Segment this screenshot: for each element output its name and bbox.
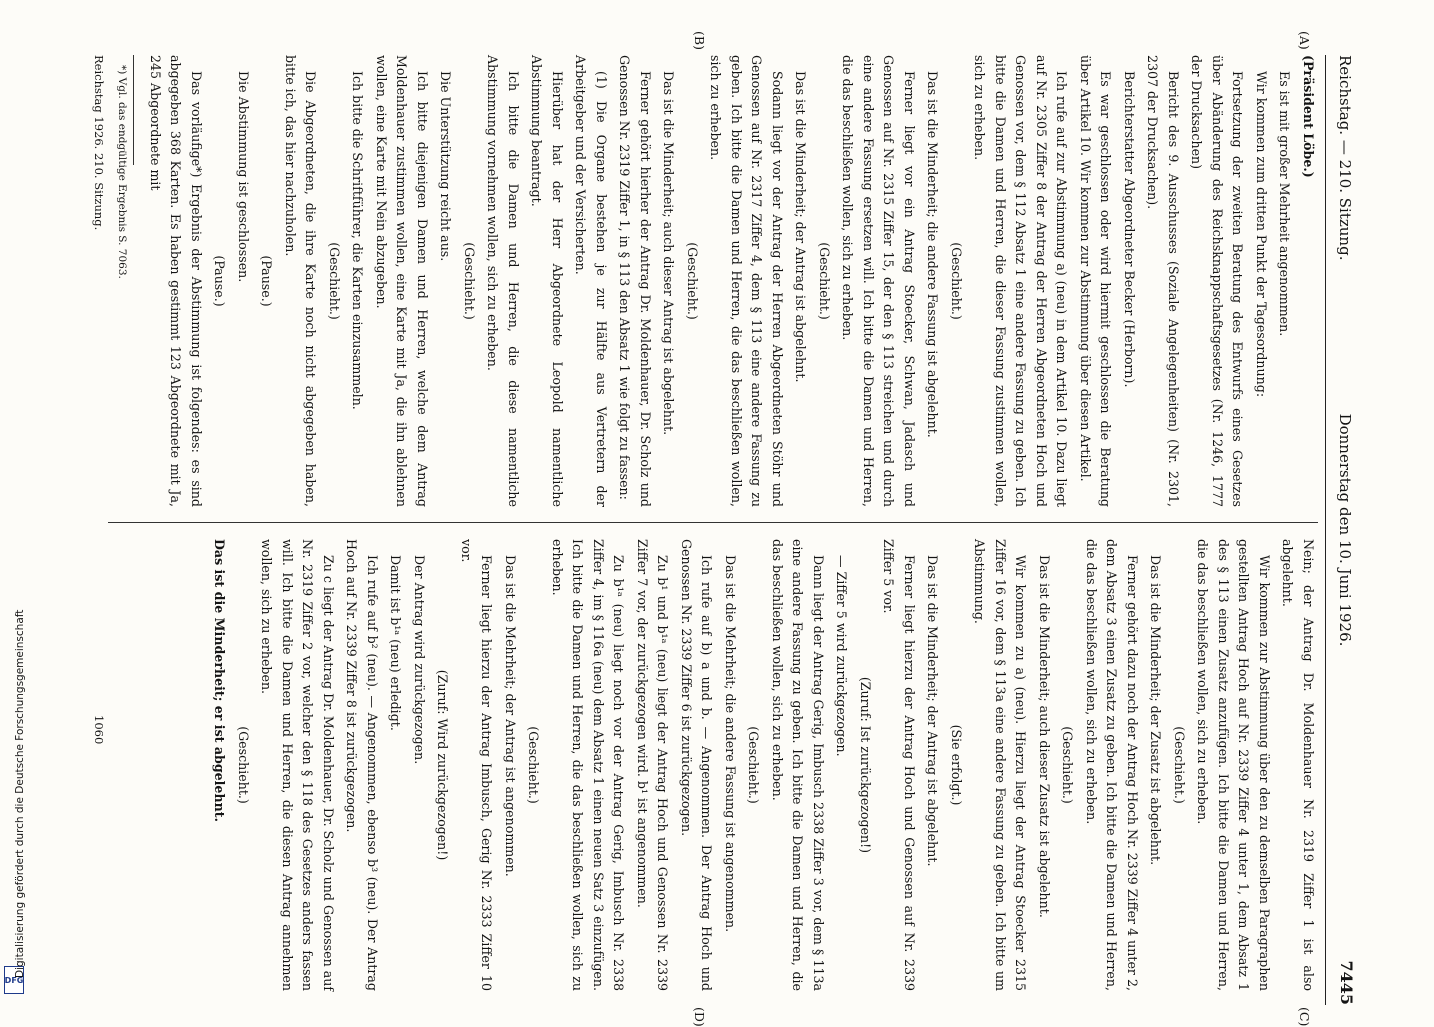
right-paragraph: Das ist die Minderheit; der Antrag ist abgelehnt. bbox=[925, 555, 941, 867]
right-paragraph: Ferner gehört dazu noch der Antrag Hoch Nr. 2339 Ziffer 4 unter 2, dem Absatz 3 einen Zusatz zu geben. Ich bitte die Damen und Herren, die das beschließen wollen, sich zu erheben. bbox=[1084, 539, 1140, 991]
left-paragraph: Bericht des 9. Ausschusses (Soziale Angelegenheiten) (Nr. 2301, 2307 der Drucksachen). bbox=[1145, 55, 1181, 507]
left-paragraph: Hierüber hat der Herr Abgeordnete Leopold namentliche Abstimmung beantragt. bbox=[529, 55, 565, 507]
left-paragraph: Es war geschlossen oder wird hiermit geschlossen die Beratung über Artikel 10. Wir kommen zur Abstimmung über diesen Artikel. bbox=[1078, 55, 1114, 507]
left-paragraph: Das vorläufige*) Ergebnis der Abstimmung ist folgendes: es sind abgegeben 368 Karten. Es haben gestimmt 123 Abgeordnete mit Ja, 245 Abgeordnete mit bbox=[148, 55, 204, 507]
page-header bbox=[1322, 55, 1362, 1005]
right-paragraph: Nein; der Antrag Dr. Moldenhauer Nr. 2319 Ziffer 1 ist also abgelehnt. bbox=[1280, 539, 1316, 991]
left-paragraph: (Geschieht.) bbox=[685, 242, 700, 320]
left-paragraph: (1) Die Organe bestehen je zur Hälfte aus Vertretern der Arbeitgeber und der Versicherten. bbox=[573, 55, 609, 507]
left-paragraph: (Pause.) bbox=[259, 255, 275, 307]
left-paragraph: Das ist die Minderheit; die andere Fassung ist abgelehnt. bbox=[925, 71, 941, 438]
column-divider bbox=[108, 522, 1318, 523]
footnote: *) Vgl. das endgültige Ergebnis S. 7063. bbox=[116, 65, 129, 279]
right-paragraph: Ferner liegt hierzu der Antrag Hoch und Genossen auf Nr. 2339 Ziffer 5 vor. bbox=[881, 539, 917, 991]
left-paragraph: Ich bitte die Damen und Herren, die diese namentliche Abstimmung vornehmen wollen, sich zu erheben. bbox=[485, 55, 521, 507]
left-paragraph: Das ist die Minderheit; der Antrag ist abgelehnt. bbox=[793, 71, 809, 383]
left-paragraph: Die Unterstützung reicht aus. bbox=[438, 71, 454, 262]
left-column bbox=[116, 55, 1319, 507]
right-paragraph: Damit ist b¹ᵃ (neu) erledigt. bbox=[388, 555, 404, 731]
right-paragraph: (Zuruf: Ist zurückgezogen!) bbox=[858, 676, 873, 854]
right-paragraph: — Ziffer 5 wird zurückgezogen. bbox=[834, 555, 850, 757]
right-paragraph: Das ist die Mehrheit; der Antrag ist angenommen. bbox=[503, 555, 518, 877]
page-number: 7445 bbox=[1337, 960, 1356, 1005]
footer-left: Reichstag 1926. 210. Sitzung. bbox=[92, 55, 106, 231]
left-paragraph: Die Abgeordneten, die ihre Karte noch nicht abgegeben haben, bitte ich, das hier nachzuholen. bbox=[283, 55, 319, 507]
dfg-logo: DFG bbox=[4, 966, 24, 994]
right-paragraph: (Geschieht.) bbox=[526, 726, 542, 804]
right-paragraph: Der Antrag wird zurückgezogen. bbox=[412, 555, 427, 765]
right-paragraph: Das ist die Minderheit; er ist abgelehnt. bbox=[212, 539, 228, 822]
left-paragraph: Berichterstatter Abgeordneter Becker (Herborn). bbox=[1122, 71, 1137, 388]
left-paragraph: Ich rufe auf zur Abstimmung a) (neu) in dem Artikel 10. Dazu liegt auf Nr. 2305 Ziffer 8 der Antrag der Herren Abgeordneten Hoch und Genossen vor, dem § 112 Absatz 1 eine andere Fassung zu geben. Ich bitte die Damen und Herren, die dieser Fassung zustimmen wollen, sich zu erheben. bbox=[972, 55, 1070, 507]
digitization-strip bbox=[0, 0, 30, 1000]
margin-mark-b: (B) bbox=[692, 31, 707, 50]
left-paragraph: Fortsetzung der zweiten Beratung des Entwurfs eines Gesetzes über Abänderung des Reichsknappschaftsgesetzes (Nr. 1246, 1777 der Drucksachen) bbox=[1189, 55, 1246, 507]
digitization-note: Digitalisierung gefördert durch die Deutsche Forschungsgemeinschaft bbox=[14, 609, 26, 978]
right-paragraph: Ich rufe auf b) a und b. — Angenommen. Der Antrag Hoch und Genossen Nr. 2339 Ziffer 6 ist zurückgezogen. bbox=[679, 539, 715, 991]
header-rule bbox=[1325, 55, 1326, 1005]
left-paragraph: Die Abstimmung ist geschlossen. bbox=[236, 71, 251, 283]
right-paragraph: Dann liegt der Antrag Gerig, Imbusch 2338 Ziffer 3 vor, dem § 113a eine andere Fassung zu geben. Ich bitte die Damen und Herren, die das beschließen wollen, sich zu erheben. bbox=[770, 539, 826, 991]
right-column bbox=[206, 539, 1318, 991]
margin-mark-d: (D) bbox=[692, 1007, 707, 1027]
left-paragraph: (Geschieht.) bbox=[327, 242, 342, 320]
left-paragraph: Ich bitte diejenigen Damen und Herren, welche dem Antrag Moldenhauer zustimmen wollen, eine Karte mit Ja, die ihn ablehnen wollen, eine Karte mit Nein abzugeben. bbox=[374, 55, 430, 507]
margin-mark-c: (C) bbox=[1297, 1007, 1312, 1027]
left-paragraph: (Geschieht.) bbox=[462, 242, 477, 320]
left-paragraph: Das ist die Minderheit; auch dieser Antrag ist abgelehnt. bbox=[661, 71, 677, 436]
right-paragraph: (Zuruf: Wird zurückgezogen!) bbox=[435, 669, 451, 861]
header-date: Donnerstag den 10. Juni 1926. bbox=[1336, 413, 1354, 647]
right-paragraph: Zu b¹ᵃ (neu) liegt noch vor der Antrag Gerig, Imbusch Nr. 2338 Ziffer 4, im § 116a (neu) dem Absatz 1 einen neuen Satz 3 einzufügen. Ich bitte die Damen und Herren, die das beschließen wollen, sich zu erheben. bbox=[550, 539, 627, 991]
left-paragraph: Wir kommen zum dritten Punkt der Tagesordnung: bbox=[1254, 71, 1269, 398]
page-footer bbox=[86, 55, 106, 1005]
right-paragraph: Wir kommen zu a) (neu). Hierzu liegt der Antrag Stoecker 2315 Ziffer 16 vor, dem § 113a eine andere Fassung zu geben. Ich bitte um Abstimmung. bbox=[972, 539, 1029, 991]
left-paragraph: (Geschieht.) bbox=[949, 242, 964, 320]
left-paragraph: Ferner liegt vor ein Antrag Stoecker, Schwan, Jadasch und Genossen auf Nr. 2315 Ziffer 15, der den § 113 streichen und durch eine andere Fassung ersetzen will. Ich bitte die Damen und Herren, die das beschließen wollen, sich zu erheben. bbox=[840, 55, 917, 507]
scanned-page bbox=[32, 31, 1362, 1027]
right-paragraph: (Geschieht.) bbox=[236, 726, 251, 804]
header-left: Reichstag. — 210. Sitzung. bbox=[1336, 55, 1354, 261]
left-paragraph: Sodann liegt vor der Antrag der Herren Abgeordneten Stöhr und Genossen auf Nr. 2317 Ziffer 4, dem § 113 eine andere Fassung zu geben. Ich bitte die Damen und Herren, die das beschließen wollen, sich zu erheben. bbox=[708, 55, 785, 507]
right-paragraph: Das ist die Minderheit; auch dieser Zusatz ist abgelehnt. bbox=[1037, 555, 1052, 918]
left-paragraph: (Geschieht.) bbox=[817, 242, 832, 320]
right-paragraph: Wir kommen zur Abstimmung über den zu demselben Paragraphen gestellten Antrag Hoch auf Nr. 2339 Ziffer 4 unter 1, dem Absatz 1 des § 113 einen Zusatz anzufügen. Ich bitte die Damen und Herren, die das beschließen wollen, sich zu erheben. bbox=[1195, 539, 1272, 991]
left-paragraph: (Präsident Löbe.) bbox=[1301, 55, 1316, 178]
left-paragraph: Ferner gehört hierher der Antrag Dr. Moldenhauer, Dr. Scholz und Genossen Nr. 2319 Ziffer 1, in § 113 den Absatz 1 wie folgt zu fassen: bbox=[617, 55, 653, 507]
right-paragraph: Das ist die Mehrheit; die andere Fassung ist angenommen. bbox=[723, 555, 738, 933]
right-paragraph: (Geschieht.) bbox=[1060, 726, 1076, 804]
margin-mark-a: (A) bbox=[1297, 31, 1312, 50]
left-paragraph: Es ist mit großer Mehrheit angenommen. bbox=[1277, 71, 1293, 337]
footer-number: 1060 bbox=[92, 715, 106, 745]
left-paragraph: Ich bitte die Schriftführer, die Karten einzusammeln. bbox=[350, 71, 366, 410]
footnote-rule bbox=[134, 55, 135, 165]
left-paragraph: (Pause.) bbox=[212, 255, 228, 307]
right-paragraph: (Geschieht.) bbox=[746, 726, 762, 804]
right-paragraph: Zu c liegt der Antrag Dr. Moldenhauer, Dr. Scholz und Genossen auf Nr. 2319 Ziffer 2 vor, welcher den § 118 des Gesetzes anders fassen will. Ich bitte die Damen und Herren, die diesen Antrag annehmen wollen, sich zu erheben. bbox=[259, 539, 336, 991]
right-paragraph: Ferner liegt hierzu der Antrag Imbusch, Gerig Nr. 2333 Ziffer 10 vor. bbox=[459, 539, 495, 991]
right-paragraph: (Geschieht.) bbox=[1172, 726, 1187, 804]
right-paragraph: Zu b¹ und b¹ᵃ (neu) liegt der Antrag Hoch und Genossen Nr. 2339 Ziffer 7 vor, der zurückgezogen wird. b¹ ist angenommen. bbox=[635, 539, 671, 991]
right-paragraph: (Sie erfolgt.) bbox=[949, 724, 964, 806]
right-paragraph: Das ist die Minderheit; der Zusatz ist abgelehnt. bbox=[1148, 555, 1164, 866]
right-paragraph: Ich rufe auf b² (neu). — Angenommen, ebenso b³ (neu). Der Antrag Hoch auf Nr. 2339 Ziffer 8 ist zurückgezogen. bbox=[344, 539, 380, 991]
